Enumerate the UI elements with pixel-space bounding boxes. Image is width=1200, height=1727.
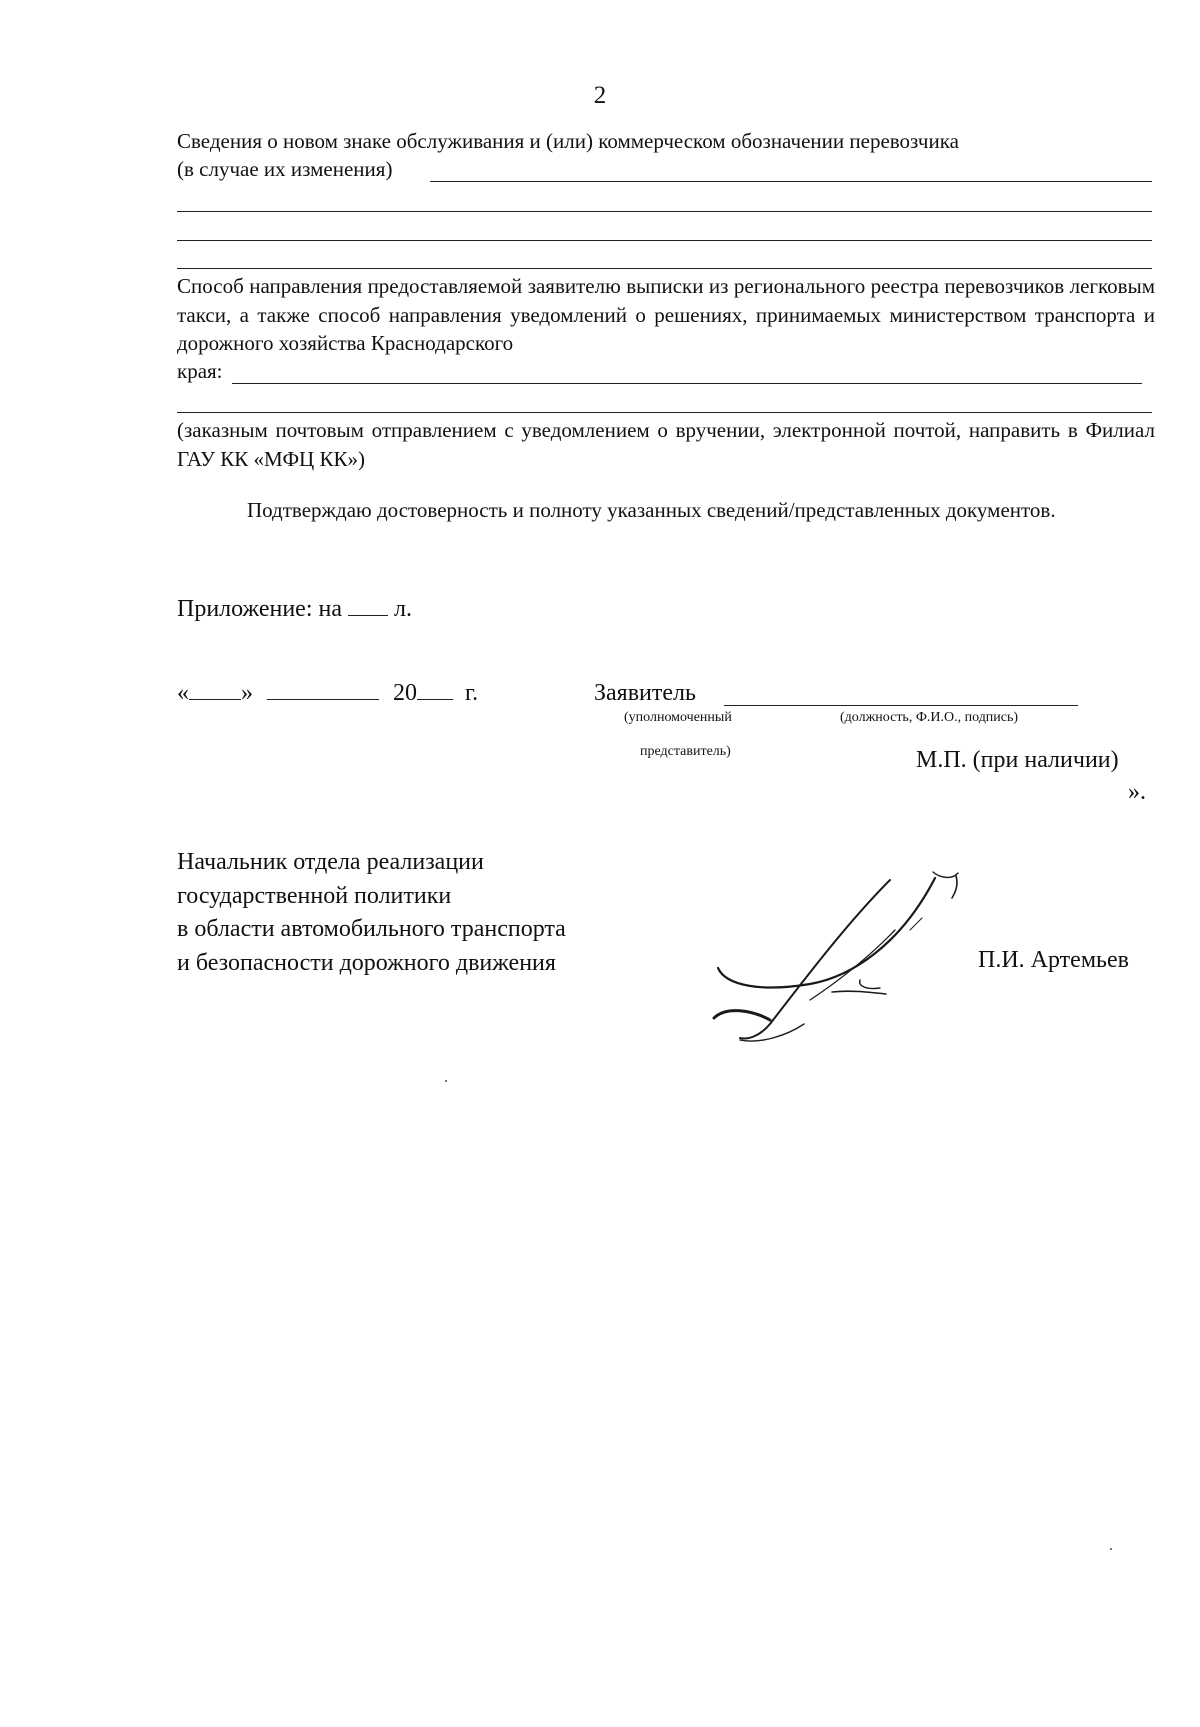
signatory-title-line: и безопасности дорожного движения (177, 949, 556, 976)
delivery-method-label: края: (177, 359, 223, 383)
date-month-field[interactable] (267, 699, 379, 700)
service-mark-answer-line (177, 268, 1152, 269)
signatory-title (177, 846, 566, 980)
service-mark-line2: (в случае их изменения) (177, 157, 393, 181)
scan-speck (445, 1080, 447, 1082)
delivery-method-hint: (заказным почтовым отправлением с уведомлением о вручении, электронной почтой, направить в Филиал ГАУ КК «МФЦ КК») (177, 418, 1155, 471)
date-year-prefix: 20 (393, 680, 417, 706)
service-mark-answer-line (177, 240, 1152, 241)
attachment-prefix: Приложение: на (177, 596, 342, 622)
handwritten-signature-icon (700, 860, 970, 1050)
date-year-suffix: г. (465, 680, 479, 706)
service-mark-line1: Сведения о новом знаке обслуживания и (или) коммерческом обозначении перевозчика (177, 129, 959, 153)
closing-quote: ». (1128, 779, 1146, 805)
date-year-field[interactable] (417, 699, 453, 700)
applicant-caption-left-1: (уполномоченный (624, 710, 732, 725)
delivery-method-text: Способ направления предоставляемой заявителю выписки из регионального реестра перевозчиков легковым такси, а также способ направления уведомлений о решениях, принимаемых министерством транспорта и дорожного хозяйства Краснодарского (177, 274, 1155, 355)
date-open-quote: « (177, 680, 189, 706)
scan-speck (1110, 1548, 1112, 1550)
delivery-method-answer-line (177, 412, 1152, 413)
applicant-label: Заявитель (594, 680, 696, 706)
date-close-quote: » (241, 680, 253, 706)
date-day-field[interactable] (189, 699, 241, 700)
service-mark-answer-line (430, 181, 1152, 182)
attachment-suffix: л. (393, 596, 412, 622)
page-number: 2 (593, 82, 607, 109)
service-mark-answer-line (177, 211, 1152, 212)
delivery-method-answer-line (232, 383, 1142, 384)
signatory-title-line: в области автомобильного транспорта (177, 916, 566, 942)
attachment-sheets-field[interactable] (348, 615, 388, 616)
applicant-caption-right: (должность, Ф.И.О., подпись) (840, 710, 1019, 725)
applicant-caption-left-2: представитель) (640, 744, 731, 759)
applicant-signature-line (724, 705, 1078, 706)
signatory-title-line: государственной политики (177, 882, 452, 909)
signatory-title-line: Начальник отдела реализации (177, 849, 484, 875)
attachment-line (177, 593, 412, 625)
date-line (177, 677, 478, 709)
signatory-name: П.И. Артемьев (978, 947, 1129, 973)
confirmation-text: Подтверждаю достоверность и полноту указанных сведений/представленных документов. (247, 498, 1056, 522)
stamp-label: М.П. (при наличии) (916, 747, 1119, 773)
